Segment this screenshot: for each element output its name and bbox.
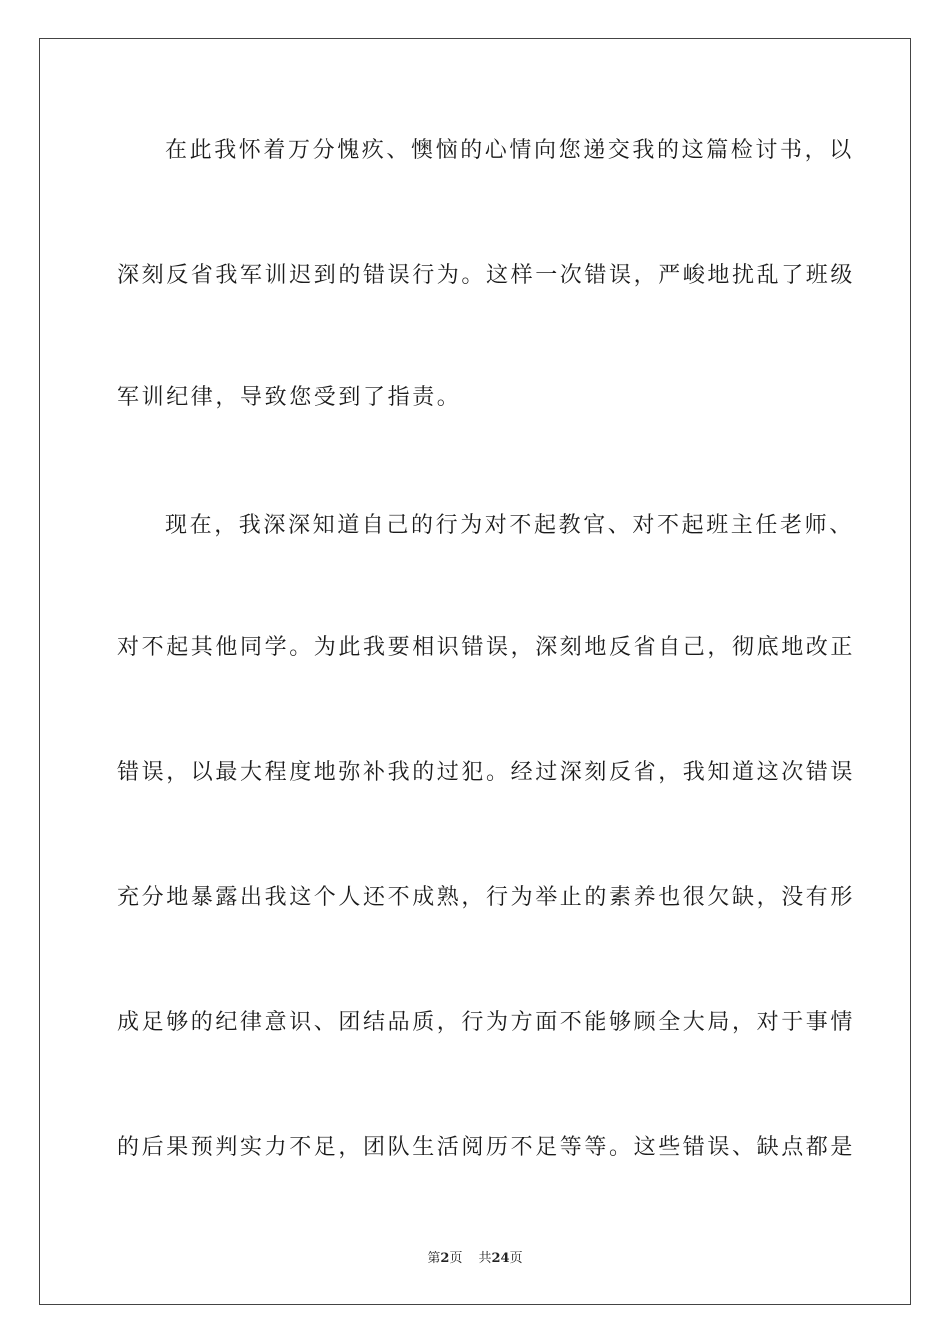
paragraph-2-line-4: 充分地暴露出我这个人还不成熟，行为举止的素养也很欠缺，没有形: [117, 885, 856, 910]
paragraph-1-line-1: 在此我怀着万分愧疚、懊恼的心情向您递交我的这篇检讨书，以: [165, 138, 854, 163]
total-pages-prefix: 共: [478, 1251, 492, 1266]
total-pages: 24: [491, 1251, 510, 1266]
page-number: 2: [440, 1251, 450, 1266]
page-number-prefix: 第: [427, 1251, 441, 1266]
paragraph-2-line-3: 错误，以最大程度地弥补我的过犯。经过深刻反省，我知道这次错误: [117, 760, 856, 785]
paragraph-1-line-2: 深刻反省我军训迟到的错误行为。这样一次错误，严峻地扰乱了班级: [117, 263, 856, 288]
page-number-suffix: 页: [449, 1251, 463, 1266]
paragraph-2-line-2: 对不起其他同学。为此我要相识错误，深刻地反省自己，彻底地改正: [117, 635, 856, 660]
paragraph-2-line-1: 现在，我深深知道自己的行为对不起教官、对不起班主任老师、: [165, 513, 854, 538]
paragraph-2-line-6: 的后果预判实力不足，团队生活阅历不足等等。这些错误、缺点都是: [117, 1135, 856, 1160]
page-footer: [0, 1247, 950, 1266]
page-border: [39, 38, 911, 1305]
paragraph-1-line-3: 军训纪律，导致您受到了指责。: [117, 385, 462, 410]
total-pages-suffix: 页: [509, 1251, 523, 1266]
paragraph-2-line-5: 成足够的纪律意识、团结品质，行为方面不能够顾全大局，对于事情: [117, 1010, 856, 1035]
